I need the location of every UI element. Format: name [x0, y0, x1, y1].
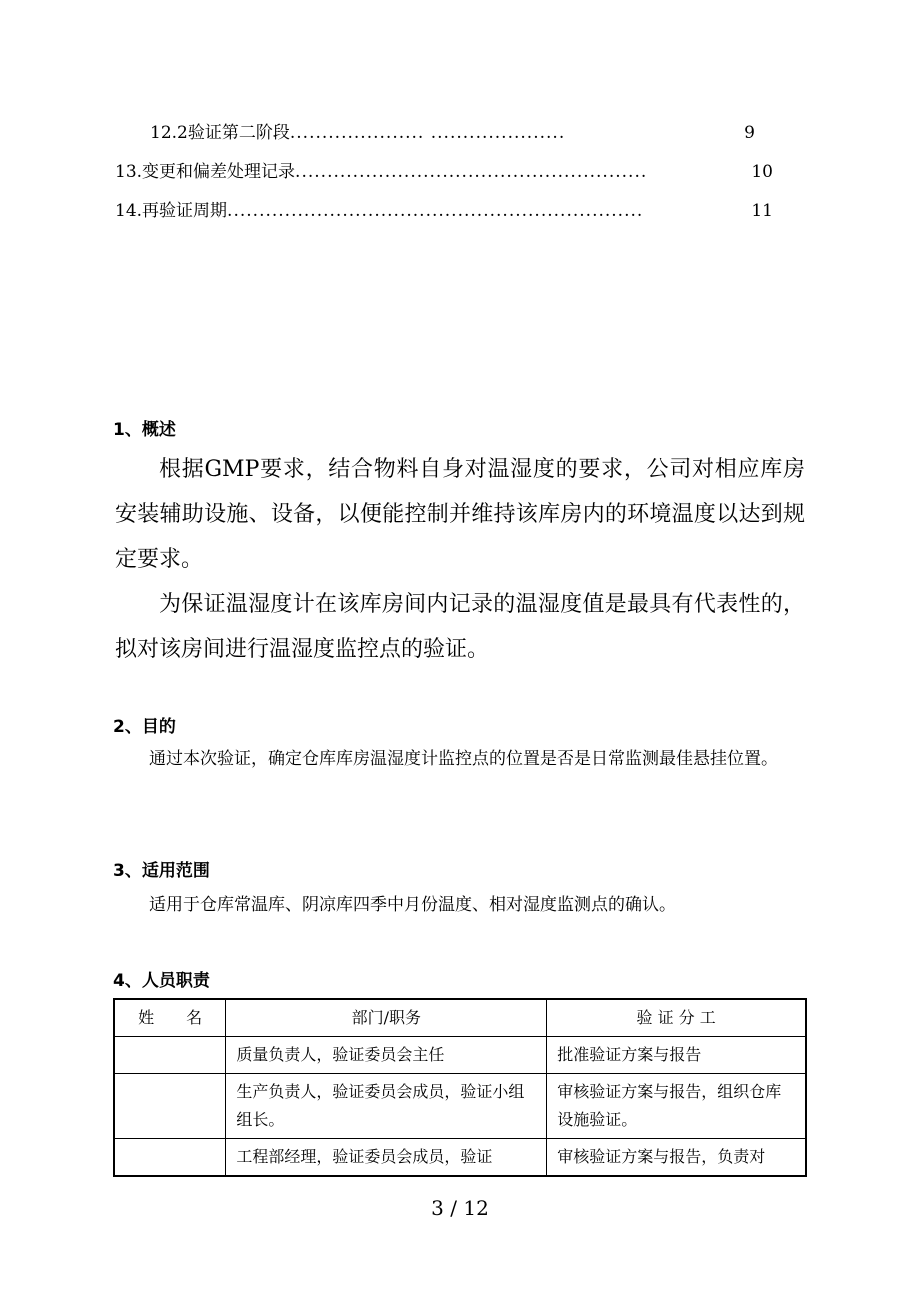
table-cell-duty: 批准验证方案与报告	[547, 1037, 806, 1074]
table-cell-duty: 审核验证方案与报告，组织仓库设施验证。	[547, 1074, 806, 1139]
toc-entry[interactable]	[115, 196, 773, 221]
toc-leader-dots: .......................................................	[295, 162, 648, 182]
overview-paragraph-2: 为保证温湿度计在该库房间内记录的温湿度值是最具有代表性的，拟对该房间进行温湿度监控点的验证。	[115, 592, 805, 662]
page-number: 3 / 12	[431, 1196, 489, 1220]
toc-entry[interactable]	[150, 118, 755, 143]
section-heading-purpose: 2、目的	[113, 717, 176, 737]
table-cell-name	[114, 1074, 226, 1139]
table-row	[114, 1074, 806, 1139]
table-cell-department: 生产负责人，验证委员会成员，验证小组组长。	[226, 1074, 547, 1139]
toc-entry-label: 12.2验证第二阶段	[150, 123, 290, 143]
table-row	[114, 1037, 806, 1074]
table-row	[114, 1139, 806, 1177]
toc-leader-dots: .................................................................	[227, 201, 644, 221]
toc-entry-label: 13.变更和偏差处理记录	[115, 162, 296, 182]
table-cell-department: 工程部经理，验证委员会成员，验证	[226, 1139, 547, 1177]
toc-entry-label: 14.再验证周期	[115, 201, 228, 221]
table-cell-name	[114, 1037, 226, 1074]
table-header-duty: 验 证 分 工	[547, 999, 806, 1037]
responsibilities-table	[113, 998, 807, 1177]
table-header-name: 姓 名	[114, 999, 226, 1037]
table-header-department: 部门/职务	[226, 999, 547, 1037]
table-header-row	[114, 999, 806, 1037]
table-cell-department: 质量负责人，验证委员会主任	[226, 1037, 547, 1074]
toc-entry[interactable]	[115, 157, 773, 182]
overview-paragraph-1: 根据GMP要求，结合物料自身对温湿度的要求，公司对相应库房安装辅助设施、设备，以便能控制并维持该库房内的环境温度以达到规定要求。	[115, 457, 805, 572]
section-heading-scope: 3、适用范围	[113, 861, 210, 881]
section-heading-responsibilities: 4、人员职责	[113, 971, 210, 991]
table-cell-name	[114, 1139, 226, 1177]
toc-entry-page: 11	[751, 201, 773, 221]
table-cell-duty: 审核验证方案与报告，负责对	[547, 1139, 806, 1177]
purpose-paragraph: 通过本次验证，确定仓库库房温湿度计监控点的位置是否是日常监测最佳悬挂位置。	[149, 749, 778, 769]
toc-leader-dots: ..................... .....................	[289, 123, 566, 143]
toc-entry-page: 10	[751, 162, 773, 182]
toc-entry-page: 9	[744, 123, 755, 143]
section-heading-overview: 1、概述	[113, 420, 176, 440]
scope-paragraph: 适用于仓库常温库、阴凉库四季中月份温度、相对湿度监测点的确认。	[149, 895, 676, 915]
